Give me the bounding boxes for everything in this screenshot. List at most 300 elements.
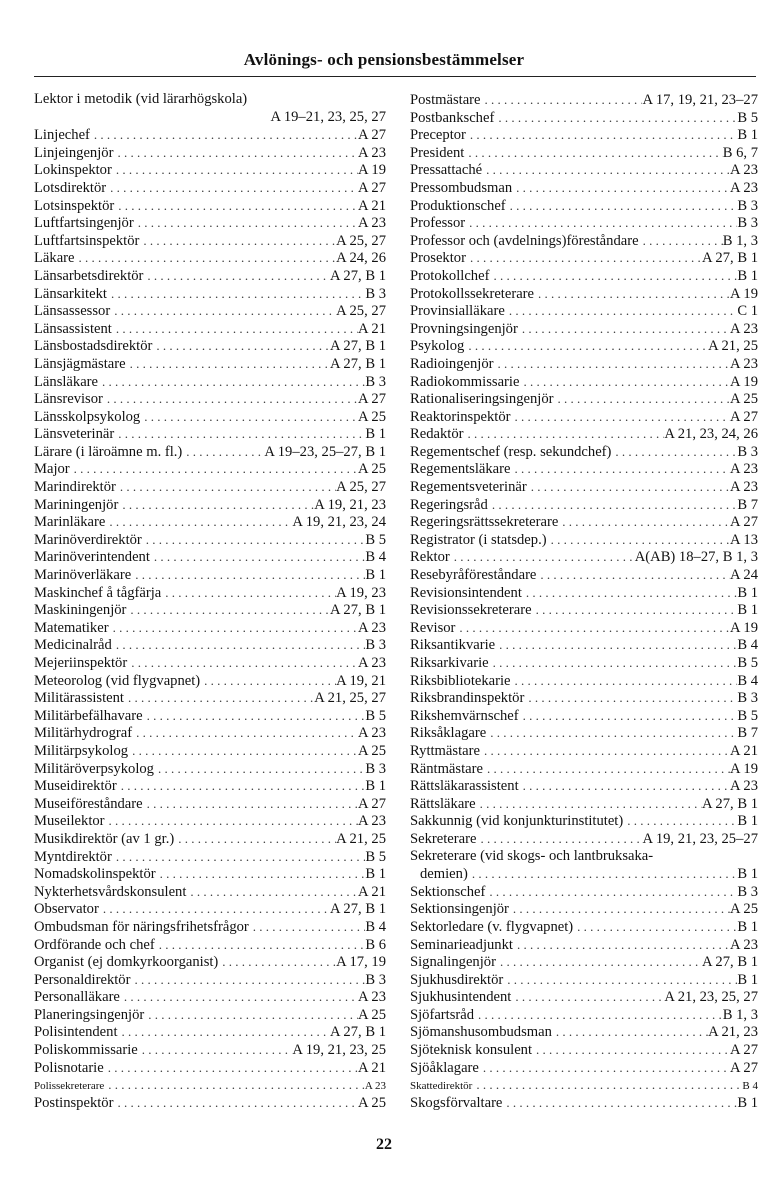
leader-dots bbox=[70, 460, 358, 478]
entry-term: Länsläkare bbox=[34, 373, 99, 390]
entry-reference: A 27, B 1 bbox=[702, 954, 758, 971]
leader-dots bbox=[532, 1041, 730, 1059]
leader-dots bbox=[502, 1094, 737, 1112]
index-entry bbox=[34, 883, 386, 901]
entry-term: Museiföreståndare bbox=[34, 795, 143, 812]
entry-reference: B 6, 7 bbox=[722, 144, 758, 161]
leader-dots bbox=[112, 320, 358, 338]
entry-term: Regeringsråd bbox=[410, 496, 488, 513]
leader-dots bbox=[112, 848, 365, 866]
index-entry bbox=[34, 373, 386, 391]
index-entry bbox=[410, 584, 758, 602]
index-entry bbox=[34, 953, 386, 971]
leader-dots bbox=[573, 918, 737, 936]
leader-dots bbox=[506, 197, 738, 215]
entry-reference: A 27, B 1 bbox=[330, 602, 386, 619]
index-entry bbox=[410, 197, 758, 215]
index-entry bbox=[410, 126, 758, 144]
entry-term: Riksantikvarie bbox=[410, 637, 496, 654]
leader-dots bbox=[503, 971, 737, 989]
right-column bbox=[410, 91, 758, 1111]
entry-reference: A 27 bbox=[730, 408, 758, 425]
leader-dots bbox=[156, 865, 366, 883]
entry-term: Meteorolog (vid flygvapnet) bbox=[34, 672, 201, 689]
entry-reference: A 23 bbox=[730, 179, 758, 196]
index-entry bbox=[34, 865, 386, 883]
entry-reference: A 24, 26 bbox=[336, 250, 386, 267]
entry-term: Maskiningenjör bbox=[34, 602, 127, 619]
leader-dots bbox=[518, 320, 730, 338]
entry-reference: B 3 bbox=[365, 285, 386, 302]
leader-dots bbox=[113, 1094, 358, 1112]
index-entry bbox=[34, 760, 386, 778]
leader-dots bbox=[139, 232, 336, 250]
entry-term: Protokollchef bbox=[410, 267, 490, 284]
entry-reference: B 5 bbox=[737, 109, 758, 126]
entry-term: Riksåklagare bbox=[410, 725, 487, 742]
leader-dots bbox=[519, 777, 730, 795]
index-entry bbox=[410, 936, 758, 954]
leader-dots bbox=[106, 179, 358, 197]
leader-dots bbox=[182, 443, 264, 461]
entry-term: Revisionssekreterare bbox=[410, 602, 532, 619]
index-entry bbox=[34, 548, 386, 566]
entry-reference: A 19–21, 23, 25, 27 bbox=[270, 108, 386, 125]
entry-term: Sekreterare (vid skogs- och lantbruksaka- bbox=[410, 847, 654, 864]
leader-dots bbox=[485, 883, 737, 901]
index-entry bbox=[34, 232, 386, 250]
entry-term: Ombudsman för näringsfrihetsfrågor bbox=[34, 918, 249, 935]
leader-dots bbox=[489, 267, 737, 285]
index-entry bbox=[34, 689, 386, 707]
index-entry bbox=[410, 900, 758, 918]
leader-dots bbox=[114, 197, 358, 215]
leader-dots bbox=[511, 672, 738, 690]
leader-dots bbox=[494, 109, 737, 127]
entry-reference: A 19 bbox=[358, 162, 386, 179]
index-entry bbox=[410, 795, 758, 813]
entry-term: Rektor bbox=[410, 549, 450, 566]
index-entry bbox=[34, 91, 386, 109]
index-entry bbox=[34, 513, 386, 531]
leader-dots bbox=[509, 900, 730, 918]
leader-dots bbox=[486, 724, 737, 742]
leader-dots bbox=[154, 760, 365, 778]
leader-dots bbox=[479, 1059, 730, 1077]
index-entry bbox=[34, 654, 386, 672]
leader-dots bbox=[558, 513, 730, 531]
entry-term: Polisnotarie bbox=[34, 1059, 104, 1076]
index-entry bbox=[34, 900, 386, 918]
entry-term: Ordförande och chef bbox=[34, 936, 155, 953]
index-entry bbox=[410, 988, 758, 1006]
leader-dots bbox=[138, 1041, 293, 1059]
entry-reference: A 17, 19 bbox=[336, 954, 386, 971]
index-entry bbox=[34, 478, 386, 496]
entry-reference: A 19, 23 bbox=[336, 584, 386, 601]
entry-reference: A 19–23, 25–27, B 1 bbox=[264, 443, 386, 460]
leader-dots bbox=[114, 425, 365, 443]
entry-reference: A 21, 25 bbox=[336, 830, 386, 847]
entry-reference: B 3 bbox=[737, 690, 758, 707]
entry-reference: B 4 bbox=[365, 549, 386, 566]
entry-term: Mejeriinspektör bbox=[34, 655, 128, 671]
entry-term: Länsassessor bbox=[34, 303, 111, 320]
entry-reference: A 25 bbox=[730, 901, 758, 918]
entry-term: Observator bbox=[34, 901, 99, 918]
leader-dots bbox=[126, 355, 330, 373]
entry-term: Sektionsingenjör bbox=[410, 901, 509, 918]
index-entry bbox=[410, 478, 758, 496]
leader-dots bbox=[140, 408, 358, 426]
entry-reference: A 27 bbox=[358, 179, 386, 196]
index-entry bbox=[34, 830, 386, 848]
index-entry bbox=[34, 531, 386, 549]
entry-term: Sjömanshusombudsman bbox=[410, 1024, 552, 1041]
index-entry bbox=[410, 109, 758, 127]
entry-reference: B 1, 3 bbox=[722, 1006, 758, 1023]
entry-reference: A 23 bbox=[358, 813, 386, 830]
entry-reference: B 5 bbox=[365, 848, 386, 865]
index-entry bbox=[410, 971, 758, 989]
entry-term: Räntmästare bbox=[410, 760, 483, 777]
entry-term: Skogsförvaltare bbox=[410, 1094, 503, 1111]
entry-term: Regementsläkare bbox=[410, 461, 511, 478]
entry-term: Länsveterinär bbox=[34, 426, 115, 443]
entry-reference: B 1 bbox=[737, 602, 758, 619]
entry-term: Professor bbox=[410, 215, 466, 232]
index-entry bbox=[34, 425, 386, 443]
index-entry bbox=[410, 830, 758, 848]
leader-dots bbox=[113, 144, 358, 162]
entry-term: Signalingenjör bbox=[410, 954, 496, 971]
entry-reference: A 21 bbox=[358, 197, 386, 214]
entry-reference: A 13 bbox=[730, 531, 758, 548]
leader-dots bbox=[611, 443, 737, 461]
entry-reference: B 4 bbox=[742, 1080, 758, 1093]
leader-dots bbox=[547, 531, 730, 549]
entry-reference: A 21, 23, 24, 26 bbox=[664, 426, 758, 443]
index-entry bbox=[34, 496, 386, 514]
entry-reference: B 5 bbox=[365, 531, 386, 548]
entry-reference: A 23 bbox=[730, 778, 758, 795]
entry-term: Resebyråföreståndare bbox=[410, 567, 537, 584]
index-entry bbox=[410, 232, 758, 250]
index-entry bbox=[410, 161, 758, 179]
leader-dots bbox=[476, 795, 702, 813]
entry-reference: B 1 bbox=[737, 813, 758, 830]
leader-dots bbox=[142, 531, 366, 549]
entry-reference: B 3 bbox=[365, 971, 386, 988]
entry-reference: A 23 bbox=[730, 461, 758, 478]
entry-term: Reaktorinspektör bbox=[410, 408, 511, 425]
entry-term: Lektor i metodik (vid lärarhögskola) bbox=[34, 91, 248, 107]
leader-dots bbox=[103, 390, 358, 408]
entry-term: Pressombudsman bbox=[410, 179, 513, 196]
index-entry bbox=[410, 1094, 758, 1112]
entry-term: Planeringsingenjör bbox=[34, 1006, 145, 1023]
entry-term: Provningsingenjör bbox=[410, 320, 518, 337]
entry-reference: A 23 bbox=[730, 355, 758, 372]
entry-term: Rikshemvärnschef bbox=[410, 707, 519, 724]
index-entry bbox=[34, 742, 386, 760]
leader-dots bbox=[534, 285, 730, 303]
entry-term: Länsskolpsykolog bbox=[34, 408, 141, 425]
leader-dots bbox=[132, 724, 358, 742]
index-entry bbox=[410, 408, 758, 426]
entry-reference: B 5 bbox=[365, 707, 386, 724]
entry-reference: A 27 bbox=[730, 1059, 758, 1076]
index-entry bbox=[34, 1094, 386, 1112]
index-entry bbox=[34, 584, 386, 602]
entry-reference: A 21 bbox=[730, 742, 758, 759]
leader-dots bbox=[513, 936, 730, 954]
entry-term: Postbankschef bbox=[410, 109, 495, 126]
entry-term: Regeringsrättssekreterare bbox=[410, 514, 559, 531]
index-entry bbox=[34, 161, 386, 179]
index-entry bbox=[410, 619, 758, 637]
entry-reference: A 27 bbox=[730, 1042, 758, 1059]
entry-reference: B 4 bbox=[737, 637, 758, 654]
entry-term: Skattedirektör bbox=[410, 1080, 473, 1093]
index-entry bbox=[34, 672, 386, 690]
leader-dots bbox=[511, 460, 731, 478]
index-entry bbox=[34, 408, 386, 426]
index-entry bbox=[410, 531, 758, 549]
entry-term: Rättsläkarassistent bbox=[410, 778, 519, 795]
entry-term: Länsbostadsdirektör bbox=[34, 338, 153, 355]
leader-dots bbox=[98, 373, 365, 391]
index-entry bbox=[410, 249, 758, 267]
index-entry bbox=[410, 425, 758, 443]
entry-term: Matematiker bbox=[34, 619, 109, 636]
leader-dots bbox=[482, 161, 730, 179]
leader-dots bbox=[464, 337, 708, 355]
entry-term: Rättsläkare bbox=[410, 795, 476, 812]
leader-dots bbox=[511, 988, 664, 1006]
index-entry bbox=[410, 654, 758, 672]
entry-reference: A 17, 19, 21, 23–27 bbox=[642, 92, 758, 108]
leader-dots bbox=[464, 425, 665, 443]
index-entry bbox=[410, 865, 758, 883]
leader-dots bbox=[495, 636, 737, 654]
leader-dots bbox=[496, 953, 702, 971]
leader-dots bbox=[161, 584, 336, 602]
leader-dots bbox=[474, 1006, 723, 1024]
entry-term: Professor och (avdelnings)föreståndare bbox=[410, 232, 639, 249]
entry-term: Sjöfartsråd bbox=[410, 1006, 475, 1023]
entry-reference: A 27, B 1 bbox=[702, 795, 758, 812]
entry-term: Ryttmästare bbox=[410, 742, 480, 759]
entry-term: Pressattaché bbox=[410, 162, 483, 179]
entry-reference: B 3 bbox=[737, 443, 758, 460]
entry-term: Myntdirektör bbox=[34, 848, 112, 865]
index-entry bbox=[410, 390, 758, 408]
index-entry bbox=[410, 214, 758, 232]
entry-reference: B 1 bbox=[365, 866, 386, 883]
leader-dots bbox=[127, 654, 358, 672]
entry-reference: A 27 bbox=[358, 127, 386, 144]
index-entry bbox=[410, 707, 758, 725]
entry-term: Prosektor bbox=[410, 250, 466, 267]
index-entry bbox=[34, 179, 386, 197]
index-entry bbox=[34, 619, 386, 637]
entry-reference: A 27, B 1 bbox=[702, 250, 758, 267]
entry-term: Registrator (i statsdep.) bbox=[410, 531, 547, 548]
entry-reference: B 1 bbox=[737, 267, 758, 284]
entry-reference: A 23 bbox=[730, 479, 758, 496]
entry-term: Lokinspektor bbox=[34, 162, 112, 179]
entry-term: Militärbefälhavare bbox=[34, 707, 143, 724]
entry-term: Luftfartsingenjör bbox=[34, 215, 134, 232]
index-entry bbox=[410, 1041, 758, 1059]
leader-dots bbox=[104, 1059, 358, 1077]
entry-term: Polisintendent bbox=[34, 1024, 118, 1041]
entry-term: Seminarieadjunkt bbox=[410, 936, 513, 953]
leader-dots bbox=[120, 988, 358, 1006]
entry-reference: A 25 bbox=[358, 1094, 386, 1111]
index-entry bbox=[34, 1041, 386, 1059]
index-entry bbox=[34, 777, 386, 795]
entry-reference: A 19 bbox=[730, 285, 758, 302]
entry-reference: B 6 bbox=[365, 936, 386, 953]
leader-dots bbox=[143, 707, 366, 725]
entry-term: Poliskommissarie bbox=[34, 1042, 138, 1059]
index-entry bbox=[34, 144, 386, 162]
leader-dots bbox=[488, 496, 738, 514]
entry-reference: A 23 bbox=[364, 1080, 386, 1093]
leader-dots bbox=[134, 214, 358, 232]
leader-dots bbox=[639, 232, 723, 250]
index-entry bbox=[410, 179, 758, 197]
entry-term: Militärpsykolog bbox=[34, 742, 129, 759]
entry-term: Linjechef bbox=[34, 127, 90, 144]
entry-reference: A 21 bbox=[358, 883, 386, 900]
leader-dots bbox=[536, 566, 730, 584]
index-entry bbox=[410, 636, 758, 654]
index-entry bbox=[410, 267, 758, 285]
index-entry bbox=[34, 197, 386, 215]
entry-reference: A 23 bbox=[358, 215, 386, 232]
index-entry bbox=[410, 848, 758, 866]
entry-reference: A 19, 21, 23 bbox=[314, 496, 386, 513]
leader-dots bbox=[524, 689, 737, 707]
index-entry bbox=[410, 689, 758, 707]
entry-term: Luftfartsinspektör bbox=[34, 232, 140, 249]
entry-reference: A 27, B 1 bbox=[330, 355, 386, 372]
index-entry bbox=[34, 936, 386, 954]
entry-reference: A 19, 21, 23, 25 bbox=[292, 1042, 386, 1059]
index-entry bbox=[34, 355, 386, 373]
index-entry bbox=[34, 971, 386, 989]
entry-reference: A 19 bbox=[730, 373, 758, 390]
leader-dots bbox=[143, 795, 358, 813]
entry-term: Sjukhusintendent bbox=[410, 989, 512, 1006]
leader-dots bbox=[483, 760, 730, 778]
entry-term: Sjukhusdirektör bbox=[410, 971, 504, 988]
index-entry bbox=[34, 988, 386, 1006]
entry-reference: A 21 bbox=[358, 320, 386, 337]
entry-term: Militärassistent bbox=[34, 690, 124, 707]
entry-reference: A 27 bbox=[358, 795, 386, 812]
entry-term: Marinläkare bbox=[34, 514, 106, 531]
entry-reference: A 27, B 1 bbox=[330, 901, 386, 918]
index-entry bbox=[410, 724, 758, 742]
index-entry bbox=[410, 144, 758, 162]
entry-reference: A 25, 27 bbox=[336, 479, 386, 496]
entry-reference: B 1 bbox=[737, 127, 758, 144]
entry-term: Länsarkitekt bbox=[34, 285, 107, 302]
leader-dots bbox=[527, 478, 730, 496]
entry-reference: B 1 bbox=[365, 426, 386, 443]
entry-reference: B 1 bbox=[737, 866, 758, 883]
entry-term: Personaldirektör bbox=[34, 971, 131, 988]
leader-dots bbox=[466, 249, 702, 267]
entry-reference: A 27 bbox=[730, 514, 758, 531]
index-entry bbox=[34, 285, 386, 303]
index-entry bbox=[410, 548, 758, 566]
leader-dots bbox=[124, 689, 314, 707]
entry-term: Mariningenjör bbox=[34, 496, 119, 513]
page-number: 22 bbox=[376, 1136, 392, 1153]
entry-reference: A(AB) 18–27, B 1, 3 bbox=[634, 549, 758, 566]
leader-dots bbox=[99, 900, 330, 918]
entry-reference: B 3 bbox=[365, 637, 386, 654]
entry-term: Nomadskolinspektör bbox=[34, 866, 156, 883]
index-entry bbox=[410, 1076, 758, 1094]
leader-dots bbox=[450, 548, 635, 566]
index-entry bbox=[410, 918, 758, 936]
entry-term: Postinspektör bbox=[34, 1094, 114, 1111]
left-column bbox=[34, 91, 386, 1111]
entry-term: Musikdirektör (av 1 gr.) bbox=[34, 830, 175, 847]
entry-term: Museilektor bbox=[34, 813, 105, 830]
entry-reference: A 19, 21 bbox=[336, 672, 386, 689]
index-entry bbox=[410, 1023, 758, 1041]
entry-term: Sektorledare (v. flygvapnet) bbox=[410, 918, 574, 935]
leader-dots bbox=[511, 408, 731, 426]
entry-term: Psykolog bbox=[410, 338, 465, 355]
entry-term: Sakkunnig (vid konjunkturinstitutet) bbox=[410, 813, 624, 830]
entry-reference: A 24 bbox=[730, 567, 758, 584]
index-entry bbox=[410, 672, 758, 690]
entry-reference: B 5 bbox=[737, 707, 758, 724]
entry-reference: B 7 bbox=[737, 725, 758, 742]
entry-reference: A 23 bbox=[358, 989, 386, 1006]
index-entry bbox=[34, 601, 386, 619]
entry-reference: A 23 bbox=[358, 655, 386, 671]
entry-reference: A 23 bbox=[358, 144, 386, 161]
entry-term: Rationaliseringsingenjör bbox=[410, 391, 554, 408]
index-entry bbox=[34, 918, 386, 936]
index-entry bbox=[34, 795, 386, 813]
entry-reference: A 19 bbox=[730, 760, 758, 777]
index-entry bbox=[34, 302, 386, 320]
entry-term: Provinsialläkare bbox=[410, 303, 505, 320]
leader-dots bbox=[186, 883, 358, 901]
leader-dots bbox=[472, 1076, 742, 1094]
leader-dots bbox=[465, 214, 737, 232]
entry-reference: A 25 bbox=[358, 1006, 386, 1023]
leader-dots bbox=[494, 355, 731, 373]
index-entry bbox=[410, 883, 758, 901]
index-entry bbox=[34, 214, 386, 232]
entry-reference: B 3 bbox=[737, 197, 758, 214]
index-entry bbox=[410, 302, 758, 320]
entry-term: Nykterhetsvårdskonsulent bbox=[34, 883, 187, 900]
index-entry bbox=[410, 742, 758, 760]
leader-dots bbox=[112, 161, 358, 179]
